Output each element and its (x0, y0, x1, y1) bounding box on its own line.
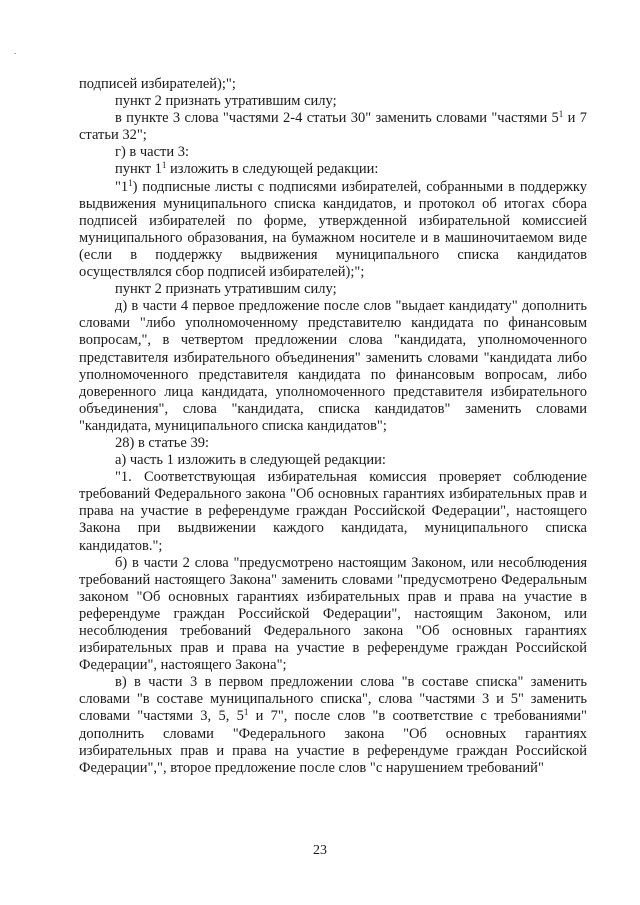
paragraph (79, 76, 587, 93)
paragraph-text: а) часть 1 изложить в следующей редакции: (115, 452, 386, 469)
superscript: 1 (128, 177, 133, 188)
paragraph-text: ) подписные листы с подписями избирателей, собранными в поддержку выдвижения муниципального списка кандидатов, и протокол об итогах сбора подписей избирателей по форме, утвержденной избирательной комиссией муниципального образования, на бумажном носителе и в машиночитаемом виде (если в поддержку выдвижения муниципального списка кандидатов осуществлялся сбор подписей избирателей);"; (79, 178, 587, 281)
paragraph-text: "1. Соответствующая избирательная комиссия проверяет соблюдение требований Федерального закона "Об основных гарантиях избирательных прав и права на участие в референдуме граждан Российской Федерации", настоящего Закона при выдвижении каждого кандидата, муниципального списка кандидатов."; (79, 469, 587, 554)
paragraph-text: пункт 2 признать утратившим силу; (115, 93, 337, 110)
paragraph-text: д) в части 4 первое предложение после слов "выдает кандидату" дополнить словами "либо уполномоченному представителю кандидата по финансовым вопросам,", в четвертом предложении слова "кандидата, уполномоченного представителя избирательного объединения" заменить словами "кандидата либо уполномоченного представителя кандидата по финансовым вопросам, либо доверенного лица кандидата, уполномоченного представителя избирательного объединения", слова "кандидата, списка кандидатов" заменить словами "кандидата, муниципального списка кандидатов"; (79, 298, 587, 434)
paragraph (79, 674, 587, 777)
paragraph (79, 110, 587, 144)
paragraph (79, 144, 587, 161)
paragraph-text: изложить в следующей редакции: (166, 161, 379, 178)
page-number: 23 (313, 843, 327, 858)
paragraph-text: и 7", после слов "в соответствие с требованиями" дополнить словами "Федерального закона "Об основных гарантиях избирательных прав и права на участие в референдуме граждан Российской Федерации",", второе предложение после слов "с нарушением требований" (79, 708, 587, 776)
paragraph (79, 469, 587, 554)
paragraph-text: "1 (115, 178, 129, 195)
paragraph-text: пункт 2 признать утратившим силу; (115, 281, 337, 298)
superscript: 1 (558, 109, 564, 120)
paragraph (79, 161, 587, 178)
paragraph-text: в) в части 3 в первом предложении слова "в составе списка" заменить словами "в составе муниципального списка", слова "частями 3 и 5" заменить словами "частями 3, 5, 5 (79, 674, 587, 725)
paragraph-text: подписей избирателей);"; (79, 76, 236, 92)
paragraph (79, 452, 587, 469)
superscript: 1 (243, 707, 249, 718)
paragraph (79, 435, 587, 452)
paragraph-text: и 7 статьи 32"; (79, 110, 587, 144)
paragraph (79, 298, 587, 435)
paragraph (79, 281, 587, 298)
paragraph (79, 555, 587, 675)
paragraph-text: б) в части 2 слова "предусмотрено настоящим Законом, или несоблюдения требований настоящего Закона" заменить словами "предусмотрено Федеральным законом "Об основных гарантиях избирательных прав и права на участие в референдуме граждан Российской Федерации", настоящим Законом, или несоблюдения требований Федерального закона "Об основных гарантиях избирательных прав и права на участие в референдуме граждан Российской Федерации", настоящего Закона"; (79, 554, 587, 674)
paragraph (79, 179, 587, 282)
paragraph-text: пункт 1 (115, 161, 162, 178)
document-body (79, 76, 587, 777)
stray-mark: . (14, 46, 17, 56)
paragraph (79, 93, 587, 110)
paragraph-text: г) в части 3: (115, 144, 190, 161)
paragraph-text: в пункте 3 слова "частями 2-4 статьи 30" заменить словами "частями 5 (115, 110, 559, 127)
superscript: 1 (161, 160, 167, 171)
paragraph-text: 28) в статье 39: (115, 434, 209, 451)
